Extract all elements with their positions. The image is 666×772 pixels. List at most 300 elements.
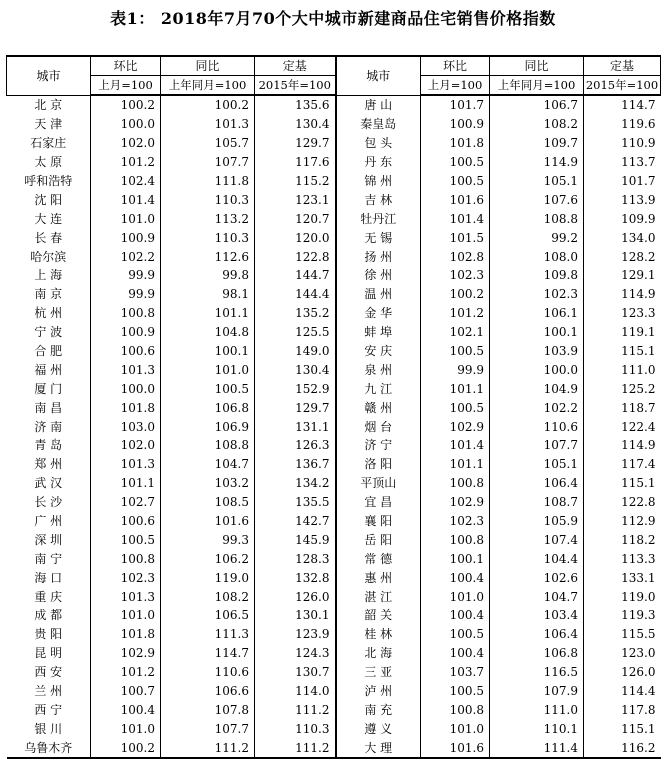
base-value-cell: 136.7	[255, 455, 336, 474]
city-name-cell: 太 原	[34, 155, 63, 170]
table-row	[7, 436, 661, 455]
base-value-cell: 130.1	[255, 606, 336, 625]
base-value-cell: 116.2	[584, 738, 661, 758]
city-name-cell: 济 南	[34, 419, 63, 434]
mom-value-cell: 100.4	[421, 568, 490, 587]
mom-value-cell: 100.4	[421, 606, 490, 625]
base-value-cell: 131.1	[255, 417, 336, 436]
city-name-cell: 韶 关	[336, 606, 421, 625]
city-name-cell: 大 理	[336, 738, 421, 758]
mom-value-cell: 101.0	[421, 587, 490, 606]
base-value-cell: 122.8	[584, 493, 661, 512]
base-value-cell: 126.0	[584, 663, 661, 682]
yoy-value-cell: 102.6	[490, 568, 584, 587]
mom-value-cell: 100.5	[421, 682, 490, 701]
yoy-value-cell: 107.6	[490, 190, 584, 209]
mom-value-cell: 100.6	[91, 512, 161, 531]
yoy-value-cell: 105.1	[490, 455, 584, 474]
yoy-value-cell: 106.4	[490, 474, 584, 493]
city-name-cell: 重 庆	[34, 589, 63, 604]
table-row	[7, 342, 661, 361]
table-row	[7, 738, 661, 758]
base-value-cell: 120.0	[255, 228, 336, 247]
mom-value-cell: 100.6	[91, 342, 161, 361]
city-name-cell: 南 宁	[34, 551, 63, 566]
city-name-cell: 丹 东	[336, 153, 421, 172]
base-value-cell: 119.6	[584, 115, 661, 134]
mom-value-cell: 102.3	[91, 568, 161, 587]
mom-value-cell: 101.5	[421, 228, 490, 247]
table-row	[7, 304, 661, 323]
mom-value-cell: 101.7	[421, 95, 490, 115]
mom-value-cell: 101.8	[421, 134, 490, 153]
city-name-cell: 长 沙	[34, 495, 63, 510]
base-subheader: 2015年=100	[584, 76, 661, 96]
base-value-cell: 115.1	[584, 342, 661, 361]
mom-value-cell: 100.9	[91, 323, 161, 342]
city-name-cell: 襄 阳	[336, 512, 421, 531]
mom-value-cell: 99.9	[91, 285, 161, 304]
yoy-value-cell: 106.9	[161, 417, 255, 436]
mom-value-cell: 103.0	[91, 417, 161, 436]
city-name-cell: 合 肥	[34, 344, 63, 359]
city-name-cell: 昆 明	[34, 646, 63, 661]
table-row	[7, 228, 661, 247]
mom-value-cell: 101.1	[421, 455, 490, 474]
yoy-value-cell: 105.1	[490, 172, 584, 191]
city-name-cell: 南 充	[336, 701, 421, 720]
city-name-cell: 厦 门	[34, 381, 63, 396]
mom-value-cell: 101.2	[91, 153, 161, 172]
city-name-cell: 常 德	[336, 549, 421, 568]
yoy-header: 同比	[161, 56, 255, 76]
yoy-value-cell: 99.3	[161, 530, 255, 549]
base-value-cell: 119.0	[584, 587, 661, 606]
base-value-cell: 129.7	[255, 134, 336, 153]
yoy-value-cell: 111.2	[161, 738, 255, 758]
yoy-value-cell: 104.8	[161, 323, 255, 342]
city-name-cell: 安 庆	[336, 342, 421, 361]
mom-value-cell: 101.2	[91, 663, 161, 682]
mom-value-cell: 100.9	[91, 228, 161, 247]
yoy-value-cell: 116.5	[490, 663, 584, 682]
mom-value-cell: 100.0	[91, 115, 161, 134]
city-name-cell: 深 圳	[34, 532, 63, 547]
mom-value-cell: 101.4	[421, 436, 490, 455]
city-name-cell: 乌鲁木齐	[7, 738, 91, 758]
city-name-cell: 青 岛	[34, 438, 63, 453]
page-title: 表1： 2018年7月70个大中城市新建商品住宅销售价格指数	[110, 9, 556, 28]
city-name-cell: 哈尔滨	[30, 249, 67, 264]
yoy-value-cell: 101.0	[161, 360, 255, 379]
base-value-cell: 119.1	[584, 323, 661, 342]
city-name-cell: 武 汉	[34, 476, 63, 491]
yoy-value-cell: 106.8	[161, 398, 255, 417]
yoy-value-cell: 101.6	[161, 512, 255, 531]
base-value-cell: 128.3	[255, 549, 336, 568]
base-value-cell: 144.7	[255, 266, 336, 285]
table-row	[7, 417, 661, 436]
base-value-cell: 124.3	[255, 644, 336, 663]
base-value-cell: 117.8	[584, 701, 661, 720]
table-row	[7, 360, 661, 379]
base-value-cell: 115.1	[584, 474, 661, 493]
base-value-cell: 111.2	[255, 738, 336, 758]
mom-value-cell: 100.2	[91, 738, 161, 758]
yoy-value-cell: 107.7	[161, 153, 255, 172]
table-row	[7, 474, 661, 493]
table-row	[7, 587, 661, 606]
table-row	[7, 625, 661, 644]
base-value-cell: 134.2	[255, 474, 336, 493]
table-row	[7, 701, 661, 720]
yoy-value-cell: 100.1	[161, 342, 255, 361]
yoy-value-cell: 109.7	[490, 134, 584, 153]
mom-subheader: 上月=100	[91, 76, 161, 96]
mom-header: 环比	[421, 56, 490, 76]
mom-value-cell: 100.2	[91, 95, 161, 115]
yoy-value-cell: 103.4	[490, 606, 584, 625]
city-name-cell: 泸 州	[336, 682, 421, 701]
city-name-cell: 遵 义	[336, 719, 421, 738]
mom-value-cell: 101.3	[91, 360, 161, 379]
base-value-cell: 114.9	[584, 436, 661, 455]
mom-value-cell: 101.0	[421, 719, 490, 738]
table-row	[7, 115, 661, 134]
mom-value-cell: 101.0	[91, 209, 161, 228]
mom-value-cell: 102.1	[421, 323, 490, 342]
table-row	[7, 719, 661, 738]
base-value-cell: 115.1	[584, 719, 661, 738]
base-value-cell: 113.7	[584, 153, 661, 172]
mom-value-cell: 101.6	[421, 190, 490, 209]
yoy-value-cell: 114.9	[490, 153, 584, 172]
table-row	[7, 644, 661, 663]
mom-value-cell: 102.2	[91, 247, 161, 266]
yoy-value-cell: 103.2	[161, 474, 255, 493]
table-row	[7, 682, 661, 701]
city-name-cell: 无 锡	[336, 228, 421, 247]
table-row	[7, 663, 661, 682]
mom-value-cell: 100.2	[421, 285, 490, 304]
yoy-value-cell: 110.6	[490, 417, 584, 436]
yoy-value-cell: 108.2	[161, 587, 255, 606]
city-name-cell: 洛 阳	[336, 455, 421, 474]
mom-value-cell: 100.4	[421, 644, 490, 663]
base-value-cell: 135.5	[255, 493, 336, 512]
table-row	[7, 285, 661, 304]
city-name-cell: 金 华	[336, 304, 421, 323]
yoy-value-cell: 113.2	[161, 209, 255, 228]
mom-value-cell: 101.4	[421, 209, 490, 228]
base-value-cell: 119.3	[584, 606, 661, 625]
yoy-value-cell: 99.2	[490, 228, 584, 247]
yoy-value-cell: 106.4	[490, 625, 584, 644]
subheader-row	[7, 76, 661, 96]
table-row	[7, 530, 661, 549]
city-name-cell: 北 海	[336, 644, 421, 663]
mom-value-cell: 101.3	[91, 587, 161, 606]
base-value-cell: 123.0	[584, 644, 661, 663]
city-name-cell: 呼和浩特	[24, 174, 73, 188]
yoy-subheader: 上年同月=100	[490, 76, 584, 96]
base-value-cell: 123.3	[584, 304, 661, 323]
city-name-cell: 兰 州	[34, 684, 63, 699]
city-name-cell: 牡丹江	[336, 209, 421, 228]
city-name-cell: 北 京	[34, 98, 63, 113]
price-index-table	[6, 55, 661, 759]
base-value-cell: 128.2	[584, 247, 661, 266]
yoy-value-cell: 107.4	[490, 530, 584, 549]
table-row	[7, 266, 661, 285]
mom-value-cell: 101.1	[91, 474, 161, 493]
mom-value-cell: 99.9	[91, 266, 161, 285]
city-name-cell: 海 口	[34, 570, 63, 585]
city-name-cell: 扬 州	[336, 247, 421, 266]
yoy-value-cell: 99.8	[161, 266, 255, 285]
mom-value-cell: 102.8	[421, 247, 490, 266]
base-value-cell: 118.7	[584, 398, 661, 417]
yoy-value-cell: 110.3	[161, 228, 255, 247]
yoy-value-cell: 108.2	[490, 115, 584, 134]
base-subheader: 2015年=100	[255, 76, 336, 96]
mom-value-cell: 101.1	[421, 379, 490, 398]
mom-value-cell: 102.4	[91, 172, 161, 191]
yoy-value-cell: 110.1	[490, 719, 584, 738]
base-value-cell: 111.2	[255, 701, 336, 720]
mom-value-cell: 101.0	[91, 606, 161, 625]
city-name-cell: 沈 阳	[34, 192, 63, 207]
yoy-value-cell: 110.3	[161, 190, 255, 209]
table-row	[7, 153, 661, 172]
mom-value-cell: 100.8	[421, 530, 490, 549]
city-name-cell: 烟 台	[336, 417, 421, 436]
city-name-cell: 上 海	[34, 268, 63, 283]
city-name-cell: 石家庄	[30, 136, 67, 151]
base-header: 定基	[584, 56, 661, 76]
yoy-value-cell: 100.1	[490, 323, 584, 342]
base-value-cell: 126.0	[255, 587, 336, 606]
mom-value-cell: 101.4	[91, 190, 161, 209]
mom-value-cell: 102.3	[421, 266, 490, 285]
base-value-cell: 112.9	[584, 512, 661, 531]
base-value-cell: 130.4	[255, 115, 336, 134]
mom-value-cell: 100.0	[91, 379, 161, 398]
base-value-cell: 120.7	[255, 209, 336, 228]
base-value-cell: 130.4	[255, 360, 336, 379]
mom-value-cell: 99.9	[421, 360, 490, 379]
city-name-cell: 唐 山	[336, 95, 421, 115]
table-row	[7, 209, 661, 228]
yoy-value-cell: 98.1	[161, 285, 255, 304]
mom-value-cell: 100.8	[421, 474, 490, 493]
yoy-value-cell: 106.6	[161, 682, 255, 701]
city-name-cell: 天 津	[34, 117, 63, 132]
table-row	[7, 247, 661, 266]
city-name-cell: 徐 州	[336, 266, 421, 285]
yoy-value-cell: 104.7	[161, 455, 255, 474]
city-name-cell: 锦 州	[336, 172, 421, 191]
city-name-cell: 温 州	[336, 285, 421, 304]
mom-value-cell: 101.0	[91, 719, 161, 738]
city-name-cell: 成 都	[34, 608, 63, 623]
city-name-cell: 赣 州	[336, 398, 421, 417]
yoy-value-cell: 100.2	[161, 95, 255, 115]
base-value-cell: 111.0	[584, 360, 661, 379]
base-value-cell: 142.7	[255, 512, 336, 531]
base-value-cell: 113.3	[584, 549, 661, 568]
city-name-cell: 吉 林	[336, 190, 421, 209]
table-row	[7, 95, 661, 115]
yoy-value-cell: 100.5	[161, 379, 255, 398]
city-name-cell: 西 安	[34, 665, 63, 680]
mom-value-cell: 102.3	[421, 512, 490, 531]
yoy-value-cell: 110.6	[161, 663, 255, 682]
yoy-value-cell: 111.0	[490, 701, 584, 720]
city-name-cell: 桂 林	[336, 625, 421, 644]
yoy-value-cell: 112.6	[161, 247, 255, 266]
mom-value-cell: 100.5	[421, 398, 490, 417]
yoy-value-cell: 101.3	[161, 115, 255, 134]
city-name-cell: 三 亚	[336, 663, 421, 682]
yoy-value-cell: 111.3	[161, 625, 255, 644]
yoy-subheader: 上年同月=100	[161, 76, 255, 96]
city-name-cell: 湛 江	[336, 587, 421, 606]
base-value-cell: 123.9	[255, 625, 336, 644]
base-value-cell: 129.7	[255, 398, 336, 417]
city-name-cell: 惠 州	[336, 568, 421, 587]
city-name-cell: 平顶山	[336, 474, 421, 493]
yoy-value-cell: 108.8	[490, 209, 584, 228]
base-value-cell: 145.9	[255, 530, 336, 549]
yoy-value-cell: 108.0	[490, 247, 584, 266]
base-value-cell: 114.4	[584, 682, 661, 701]
city-name-cell: 宁 波	[34, 325, 63, 340]
city-name-cell: 岳 阳	[336, 530, 421, 549]
mom-value-cell: 100.5	[91, 530, 161, 549]
city-name-cell: 秦皇岛	[336, 115, 421, 134]
city-name-cell: 西 宁	[34, 702, 63, 717]
base-value-cell: 115.5	[584, 625, 661, 644]
mom-value-cell: 102.9	[421, 417, 490, 436]
base-value-cell: 122.4	[584, 417, 661, 436]
table-body	[7, 95, 661, 758]
yoy-value-cell: 102.2	[490, 398, 584, 417]
base-value-cell: 125.5	[255, 323, 336, 342]
city-name-cell: 九 江	[336, 379, 421, 398]
city-name-cell: 南 京	[34, 287, 63, 302]
base-value-cell: 152.9	[255, 379, 336, 398]
mom-value-cell: 100.5	[421, 342, 490, 361]
mom-value-cell: 101.6	[421, 738, 490, 758]
yoy-value-cell: 100.0	[490, 360, 584, 379]
yoy-value-cell: 102.3	[490, 285, 584, 304]
city-name-cell: 贵 阳	[34, 627, 63, 642]
base-value-cell: 110.9	[584, 134, 661, 153]
city-header: 城市	[336, 56, 421, 95]
mom-value-cell: 100.8	[421, 701, 490, 720]
mom-value-cell: 102.9	[91, 644, 161, 663]
base-value-cell: 101.7	[584, 172, 661, 191]
city-name-cell: 广 州	[34, 514, 63, 529]
yoy-value-cell: 105.9	[490, 512, 584, 531]
city-name-cell: 南 昌	[34, 400, 63, 415]
mom-value-cell: 100.8	[91, 304, 161, 323]
table-row	[7, 398, 661, 417]
yoy-value-cell: 108.5	[161, 493, 255, 512]
mom-value-cell: 100.9	[421, 115, 490, 134]
city-name-cell: 包 头	[336, 134, 421, 153]
yoy-value-cell: 104.9	[490, 379, 584, 398]
mom-value-cell: 100.5	[421, 153, 490, 172]
mom-value-cell: 102.9	[421, 493, 490, 512]
city-name-cell: 泉 州	[336, 360, 421, 379]
mom-value-cell: 100.4	[91, 701, 161, 720]
base-value-cell: 125.2	[584, 379, 661, 398]
base-value-cell: 122.8	[255, 247, 336, 266]
table-row	[7, 493, 661, 512]
yoy-value-cell: 109.8	[490, 266, 584, 285]
base-value-cell: 109.9	[584, 209, 661, 228]
mom-value-cell: 101.2	[421, 304, 490, 323]
city-name-cell: 宜 昌	[336, 493, 421, 512]
table-row	[7, 455, 661, 474]
base-value-cell: 110.3	[255, 719, 336, 738]
base-value-cell: 144.4	[255, 285, 336, 304]
city-header: 城市	[7, 56, 91, 95]
table-row	[7, 172, 661, 191]
base-value-cell: 114.0	[255, 682, 336, 701]
yoy-value-cell: 106.5	[161, 606, 255, 625]
table-row	[7, 190, 661, 209]
header-row	[7, 56, 661, 76]
yoy-value-cell: 111.4	[490, 738, 584, 758]
city-name-cell: 福 州	[34, 362, 63, 377]
mom-value-cell: 101.8	[91, 625, 161, 644]
mom-value-cell: 102.7	[91, 493, 161, 512]
table-row	[7, 512, 661, 531]
city-name-cell: 长 春	[34, 230, 63, 245]
base-value-cell: 113.9	[584, 190, 661, 209]
yoy-value-cell: 106.8	[490, 644, 584, 663]
city-name-cell: 大 连	[34, 211, 63, 226]
yoy-header: 同比	[490, 56, 584, 76]
city-name-cell: 郑 州	[34, 457, 63, 472]
mom-value-cell: 100.8	[91, 549, 161, 568]
mom-value-cell: 100.5	[421, 625, 490, 644]
base-value-cell: 132.8	[255, 568, 336, 587]
yoy-value-cell: 103.9	[490, 342, 584, 361]
mom-value-cell: 102.0	[91, 134, 161, 153]
mom-value-cell: 100.1	[421, 549, 490, 568]
city-name-cell: 银 川	[34, 721, 63, 736]
base-value-cell: 129.1	[584, 266, 661, 285]
yoy-value-cell: 108.8	[161, 436, 255, 455]
base-value-cell: 114.9	[584, 285, 661, 304]
city-name-cell: 杭 州	[34, 306, 63, 321]
table-row	[7, 379, 661, 398]
mom-value-cell: 100.5	[421, 172, 490, 191]
mom-value-cell: 103.7	[421, 663, 490, 682]
yoy-value-cell: 114.7	[161, 644, 255, 663]
mom-value-cell: 101.8	[91, 398, 161, 417]
base-value-cell: 114.7	[584, 95, 661, 115]
city-name-cell: 蚌 埠	[336, 323, 421, 342]
yoy-value-cell: 106.1	[490, 304, 584, 323]
table-row	[7, 134, 661, 153]
yoy-value-cell: 111.8	[161, 172, 255, 191]
yoy-value-cell: 107.7	[161, 719, 255, 738]
